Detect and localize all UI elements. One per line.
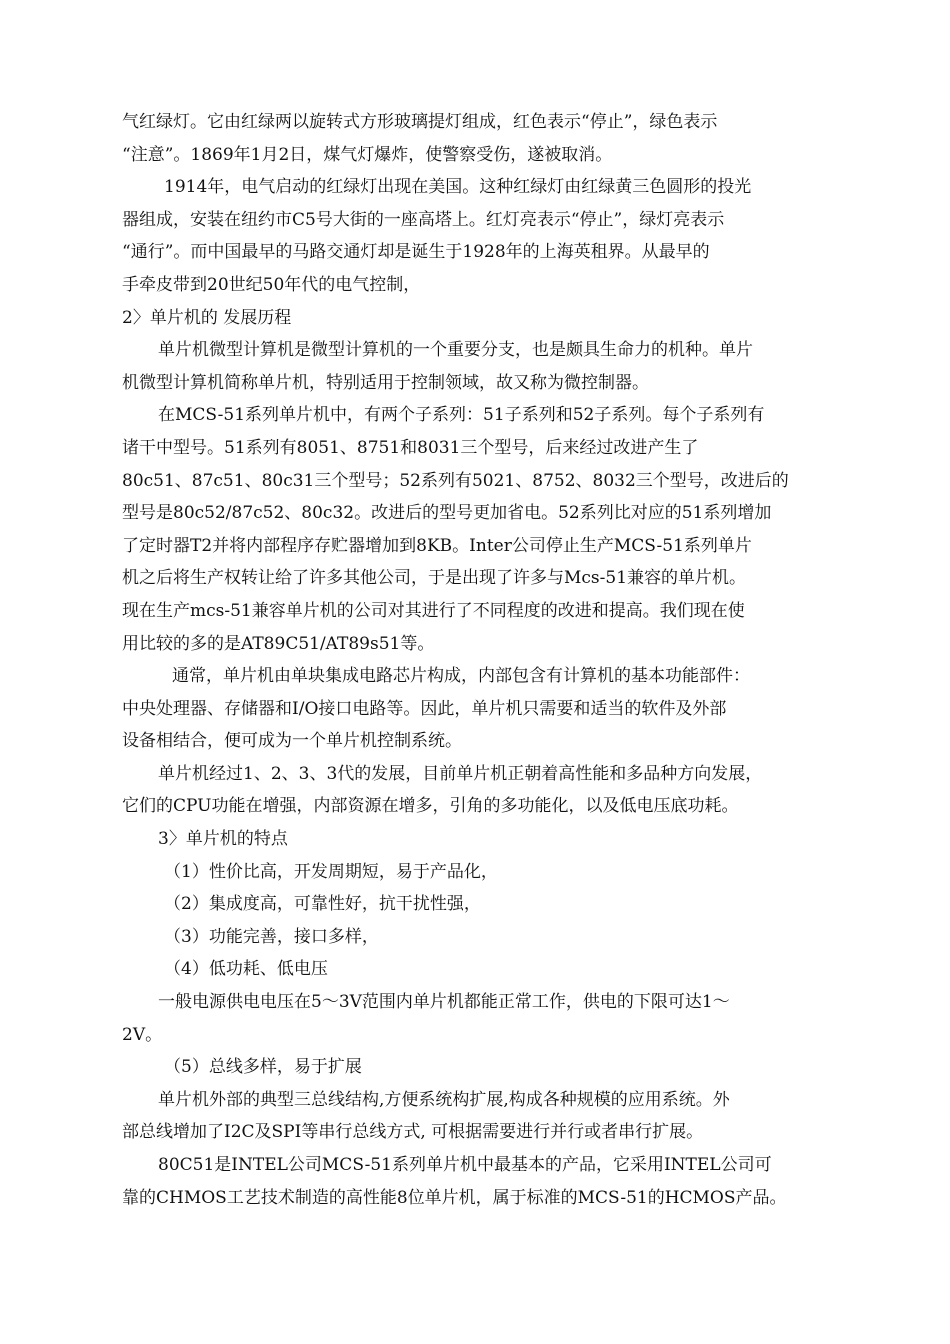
text-line: 用比较的多的是AT89C51/AT89s51等。: [122, 633, 435, 654]
text-line: 型号是80c52/87c52、80c32。改进后的型号更加省电。52系列比对应的51系列增加: [122, 503, 772, 524]
text-line: 靠的CHMOS工艺技术制造的高性能8位单片机，属于标准的MCS-51的HCMOS产品。: [122, 1187, 787, 1208]
list-item: （1）性价比高，开发周期短，易于产品化，: [164, 861, 498, 882]
list-item: （4）低功耗、低电压: [164, 959, 328, 980]
text-line: 气红绿灯。它由红绿两以旋转式方形玻璃提灯组成，红色表示“停止”，绿色表示: [122, 112, 718, 132]
text-line: “注意”。1869年1月2日，煤气灯爆炸，使警察受伤，遂被取消。: [122, 144, 613, 165]
text-line: 手牵皮带到20世纪50年代的电气控制，: [122, 274, 421, 295]
text-line: 诸干中型号。51系列有8051、8751和8031三个型号，后来经过改进产生了: [122, 437, 699, 458]
text-line: 单片机外部的典型三总线结构,方便系统构扩展,构成各种规模的应用系统。外: [158, 1089, 730, 1110]
text-line: 中央处理器、存储器和I/O接口电路等。因此，单片机只需要和适当的软件及外部: [122, 698, 727, 719]
text-line: “通行”。而中国最早的马路交通灯却是诞生于1928年的上海英租界。从最早的: [122, 242, 710, 263]
text-line: 80c51、87c51、80c31三个型号；52系列有5021、8752、8032三个型号，改进后的: [122, 470, 789, 491]
document-body: [122, 106, 830, 1214]
text-line: 它们的CPU功能在增强，内部资源在增多，引角的多功能化，以及低电压底功耗。: [122, 796, 739, 817]
text-line: 80C51是INTEL公司MCS-51系列单片机中最基本的产品，它采用INTEL公司可: [158, 1155, 772, 1175]
text-line: 1914年，电气启动的红绿灯出现在美国。这种红绿灯由红绿黄三色圆形的投光: [164, 177, 752, 198]
text-line: 单片机经过1、2、3、3代的发展，目前单片机正朝着高性能和多品种方向发展，: [158, 763, 763, 784]
text-line: 2V。: [122, 1024, 163, 1045]
section-heading: 2〉单片机的 发展历程: [122, 307, 292, 328]
text-line: 单片机微型计算机是微型计算机的一个重要分支，也是颇具生命力的机种。单片: [158, 340, 753, 361]
text-line: 机微型计算机简称单片机，特别适用于控制领域，故又称为微控制器。: [122, 372, 649, 393]
text-line: 设备相结合，便可成为一个单片机控制系统。: [122, 731, 462, 752]
text-line: 一般电源供电电压在5～3V范围内单片机都能正常工作，供电的下限可达1～: [158, 992, 730, 1013]
text-line: 现在生产mcs-51兼容单片机的公司对其进行了不同程度的改进和提高。我们现在使: [122, 600, 745, 621]
text-line: 机之后将生产权转让给了许多其他公司，于是出现了许多与Mcs-51兼容的单片机。: [122, 568, 747, 589]
text-line: 在MCS-51系列单片机中，有两个子系列：51子系列和52子系列。每个子系列有: [158, 405, 765, 426]
text-line: 通常，单片机由单块集成电路芯片构成，内部包含有计算机的基本功能部件：: [172, 666, 750, 687]
text-line: 了定时器T2并将内部程序存贮器增加到8KB。Inter公司停止生产MCS-51系列单片: [122, 535, 752, 556]
list-item: （2）集成度高，可靠性好，抗干扰性强，: [164, 894, 481, 915]
text-line: 器组成，安装在纽约市C5号大街的一座高塔上。红灯亮表示“停止”，绿灯亮表示: [122, 209, 725, 230]
list-item: （5）总线多样，易于扩展: [164, 1057, 362, 1078]
list-item: （3）功能完善，接口多样，: [164, 926, 379, 947]
section-heading: 3〉单片机的特点: [158, 829, 288, 850]
text-line: 部总线增加了I2C及SPI等串行总线方式, 可根据需要进行并行或者串行扩展。: [122, 1122, 704, 1143]
